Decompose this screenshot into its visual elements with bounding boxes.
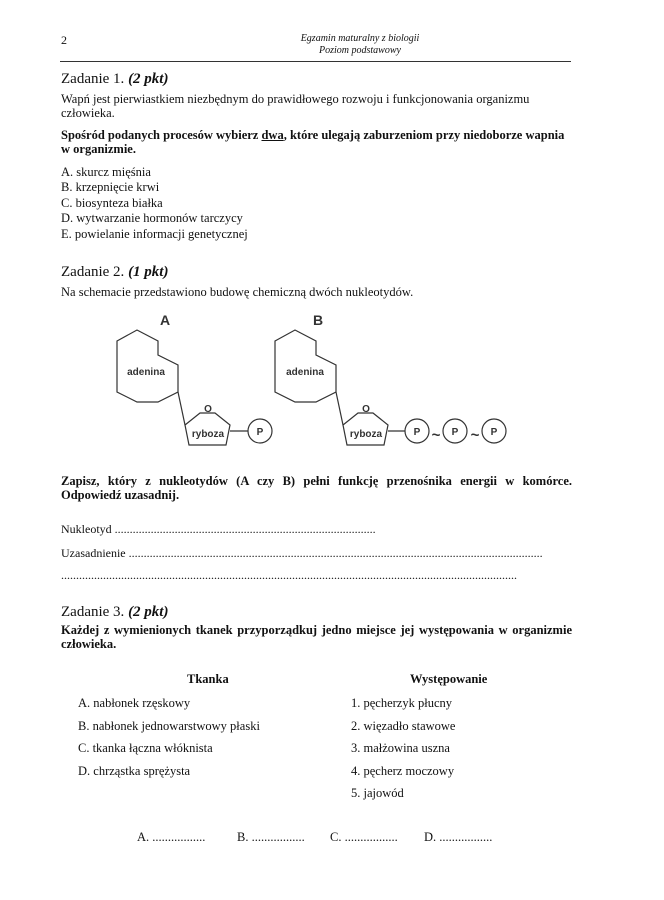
ribose-label-b: ryboza xyxy=(349,429,383,440)
task1-intro: Wapń jest pierwiastkiem niezbędnym do prawidłowego rozwoju i funkcjonowania organizmu człowieka. xyxy=(61,92,530,120)
header-title-line2: Poziom podstawowy xyxy=(319,45,401,56)
answer-label: B. xyxy=(237,830,249,844)
adenine-ring-b xyxy=(275,330,336,402)
phosphate-label-b1: P xyxy=(413,427,421,438)
oxygen-label-b: O xyxy=(362,404,370,415)
task1-option: D. wytwarzanie hormonów tarczycy xyxy=(61,211,243,225)
task3-points: (2 pkt) xyxy=(128,604,169,620)
tissue-item: C. tkanka łączna włóknista xyxy=(78,741,213,755)
task2-instruction: Zapisz, który z nukleotydów (A czy B) pełni funkcję przenośnika energii w komórce. Odpowiedź uzasadnij. xyxy=(61,474,572,502)
answer-label: D. xyxy=(424,830,437,844)
task1-instruction-after: , które ulegają zaburzeniom przy niedoborze wapnia w organizmie. xyxy=(61,128,565,156)
task2-answer-label-justification: Uzasadnienie xyxy=(61,546,126,560)
task2-answer-justification[interactable]: Uzasadnienie .......................................................................................................................................... xyxy=(61,546,543,560)
task2-answer-line-extra[interactable]: ........................................................................................................................................................ xyxy=(61,568,517,582)
task2-points: (1 pkt) xyxy=(128,264,169,280)
phosphate-label-a: P xyxy=(256,427,264,438)
task1-option: A. skurcz mięśnia xyxy=(61,165,151,179)
task3-heading xyxy=(61,604,168,621)
task1-title: Zadanie 1. xyxy=(61,71,125,87)
location-item: 4. pęcherz moczowy xyxy=(351,764,455,778)
ribose-label-a: ryboza xyxy=(191,429,225,440)
task2-intro: Na schemacie przedstawiono budowę chemiczną dwóch nukleotydów. xyxy=(61,285,414,299)
adenine-ring-a xyxy=(117,330,178,402)
page-number: 2 xyxy=(61,33,67,47)
tissue-item: D. chrząstka sprężysta xyxy=(78,764,191,778)
task1-option: B. krzepnięcie krwi xyxy=(61,180,160,194)
answer-blank-d[interactable]: D. ................. xyxy=(424,830,493,844)
task2-answer-nucleotide[interactable]: Nukleotyd ....................................................................................... xyxy=(61,522,376,536)
task3-title: Zadanie 3. xyxy=(61,604,125,620)
answer-blank-b[interactable]: B. ................. xyxy=(237,830,305,844)
location-item: 5. jajowód xyxy=(351,786,404,800)
answer-blank-a[interactable]: A. ................. xyxy=(137,830,206,844)
label-b: B xyxy=(312,312,324,328)
task1-instruction-before: Spośród podanych procesów wybierz xyxy=(61,128,262,142)
label-a: A xyxy=(159,312,171,328)
phosphate-label-b2: P xyxy=(451,427,459,438)
task1-points: (2 pkt) xyxy=(128,71,169,87)
task1-option: E. powielanie informacji genetycznej xyxy=(61,227,248,241)
column-header-location: Występowanie xyxy=(410,672,488,686)
adenine-label-b: adenina xyxy=(286,367,324,378)
location-item: 1. pęcherzyk płucny xyxy=(351,696,453,710)
answer-blank-c[interactable]: C. ................. xyxy=(330,830,398,844)
task3-instruction: Każdej z wymienionych tkanek przyporządkuj jedno miejsce jej występowania w organizmie człowieka. xyxy=(61,623,572,651)
column-header-tissue: Tkanka xyxy=(187,672,229,686)
location-item: 2. więzadło stawowe xyxy=(351,719,456,733)
task2-answer-label-nucleotide: Nukleotyd xyxy=(61,522,112,536)
phosphate-label-b3: P xyxy=(490,427,498,438)
task1-instruction-underlined: dwa xyxy=(261,128,284,142)
tissue-item: B. nabłonek jednowarstwowy płaski xyxy=(78,719,260,733)
high-energy-bond-2: ~ xyxy=(470,427,480,444)
task1-option: C. biosynteza białka xyxy=(61,196,163,210)
tissue-item: A. nabłonek rzęskowy xyxy=(78,696,191,710)
header-title-line1: Egzamin maturalny z biologii xyxy=(300,33,420,44)
oxygen-label-a: O xyxy=(204,404,212,415)
task2-title: Zadanie 2. xyxy=(61,264,125,280)
answer-label: C. xyxy=(330,830,342,844)
answer-label: A. xyxy=(137,830,150,844)
location-item: 3. małżowina uszna xyxy=(351,741,450,755)
adenine-label-a: adenina xyxy=(127,367,165,378)
high-energy-bond-1: ~ xyxy=(431,427,441,444)
